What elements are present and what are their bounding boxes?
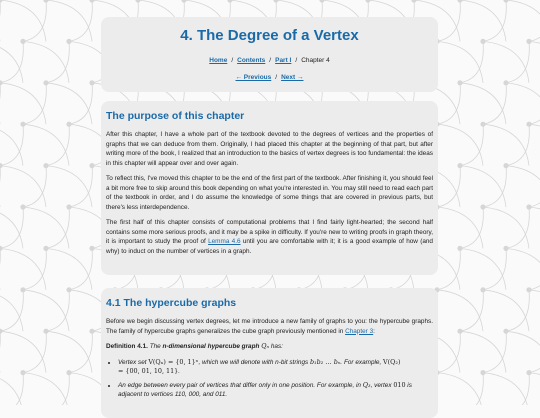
list-text: , vertex [370, 381, 394, 389]
definition [106, 342, 433, 352]
math: V(Q₂) [383, 357, 401, 366]
pattern-arc [460, 207, 529, 248]
pattern-arc [460, 373, 529, 405]
list-item [118, 358, 433, 377]
pattern-arc [483, 166, 540, 207]
pattern-arc [506, 373, 540, 405]
breadcrumb-separator: / [231, 57, 234, 64]
pattern-arc [437, 83, 506, 124]
pattern-arc [483, 331, 540, 372]
page-title: 4. The Degree of a Vertex [180, 27, 359, 44]
pattern-arc [529, 166, 540, 207]
math: V(Qₙ) = {0, 1}ⁿ [148, 357, 199, 366]
chapter-link[interactable]: Chapter 3 [345, 327, 374, 335]
paragraph-text: The first half of this chapter consists of computational problems that I find fairly light-hearted; the second half contains some more serious proofs, and it may be a spike in difficulty. If you're new to writing proofs in graph theory, it is important to study the proof of [106, 219, 433, 245]
hypercube-section [101, 288, 438, 418]
pattern-arc [0, 83, 46, 124]
section-heading: 4.1 The hypercube graphs [106, 297, 237, 309]
breadcrumb-part-link[interactable]: Part I [275, 57, 292, 64]
list-text: Vertex set [118, 358, 149, 366]
breadcrumb [101, 57, 438, 64]
pattern-arc [0, 0, 46, 41]
definition-symbol: Qₙ [261, 342, 270, 350]
next-link[interactable]: Next → [281, 74, 304, 81]
pattern-arc [437, 0, 506, 41]
pattern-arc [483, 248, 540, 289]
paragraph: After this chapter, I have a whole part of the textbook devoted to the degrees of vertices and the properties of graphs that we can deduce from them. Originally, I had placed this chapter at the beginning of that part, but after writing more of the book, I realized that an introduction to the basics of vertex degrees is too fundamental: the ideas in this chapter will appear over and over again. [106, 131, 433, 167]
pattern-arc [0, 207, 69, 248]
pattern-arc [0, 207, 23, 248]
pattern-arc [437, 331, 506, 372]
pattern-arc [0, 124, 23, 165]
definition-text: The [149, 343, 163, 350]
definition-text: has: [269, 343, 283, 350]
breadcrumb-separator: / [295, 57, 298, 64]
math: Q₃ [362, 380, 371, 389]
pattern-arc [460, 41, 529, 82]
list-text: . For example, [340, 358, 384, 366]
lemma-link[interactable]: Lemma 4.6 [208, 238, 241, 245]
pattern-arc [23, 166, 92, 207]
pattern-arc [483, 83, 540, 124]
pattern-arc [506, 124, 540, 165]
paragraph: To reflect this, I've moved this chapter to be the end of the first part of the textbook. After finishing it, you should feel a bit more free to skip around this book depending on what you're interested in. You may still need to read each part of the textbook in order, and I do assume the knowledge of some things that are covered in previous parts, but there's less interdependence. [106, 175, 433, 211]
pattern-arc [506, 41, 540, 82]
pattern-arc [0, 41, 23, 82]
pattern-arc [0, 166, 46, 207]
breadcrumb-contents-link[interactable]: Contents [237, 57, 266, 64]
breadcrumb-current: Chapter 4 [301, 57, 330, 64]
purpose-section [101, 101, 438, 275]
pattern-arc [529, 331, 540, 372]
pattern-arc [0, 248, 46, 289]
pattern-arc [23, 83, 92, 124]
paragraph-text: Before we begin discussing vertex degrees, let me introduce a new family of graphs to you: the hypercube graphs. The family of hypercube graphs generalizes the cube graph previously mentioned in [106, 318, 433, 335]
pattern-arc [506, 207, 540, 248]
pattern-arc [483, 0, 540, 41]
list-text: An edge between every pair of vertices that differ only in one position. For example, in [118, 381, 363, 389]
pattern-arc [506, 290, 540, 331]
pattern-arc [437, 248, 506, 289]
list-text: is adjacent to vertices 110, 000, and 011. [118, 381, 412, 398]
pattern-arc [529, 83, 540, 124]
breadcrumb-home-link[interactable]: Home [209, 57, 228, 64]
header-card [101, 17, 438, 92]
pattern-arc [529, 248, 540, 289]
pattern-arc [460, 290, 529, 331]
paragraph-text: until you are comfortable with it; it is a good example of how (and why) to induct on the number of vertices in a graph. [106, 238, 433, 255]
definition-list [106, 358, 433, 400]
nav-separator: / [275, 74, 278, 81]
pattern-arc [460, 124, 529, 165]
pattern-arc [23, 331, 92, 372]
pattern-arc [0, 290, 69, 331]
pattern-arc [0, 41, 69, 82]
pattern-arc [437, 166, 506, 207]
pattern-arc [23, 0, 92, 41]
breadcrumb-separator: / [269, 57, 272, 64]
math: 010 [393, 380, 406, 389]
pattern-arc [529, 0, 540, 41]
list-text: . [178, 368, 181, 375]
definition-label: Definition 4.1. [106, 343, 148, 350]
list-item [118, 381, 433, 400]
chapter-nav [101, 74, 438, 81]
paragraph [106, 218, 433, 256]
section-heading: The purpose of this chapter [106, 110, 245, 122]
pattern-arc [0, 124, 69, 165]
paragraph [106, 317, 433, 336]
paragraph-text: : [373, 327, 375, 335]
pattern-arc [0, 290, 23, 331]
definition-term: n-dimensional hypercube graph [162, 343, 260, 350]
math: = {00, 01, 10, 11} [118, 367, 179, 375]
pattern-arc [23, 248, 92, 289]
math: b₁b₂ … bₙ [309, 357, 341, 366]
pattern-arc [0, 331, 46, 372]
pattern-arc [0, 373, 69, 405]
list-text: , which we will denote with n-bit strings [198, 358, 310, 366]
previous-link[interactable]: ← Previous [235, 74, 272, 81]
